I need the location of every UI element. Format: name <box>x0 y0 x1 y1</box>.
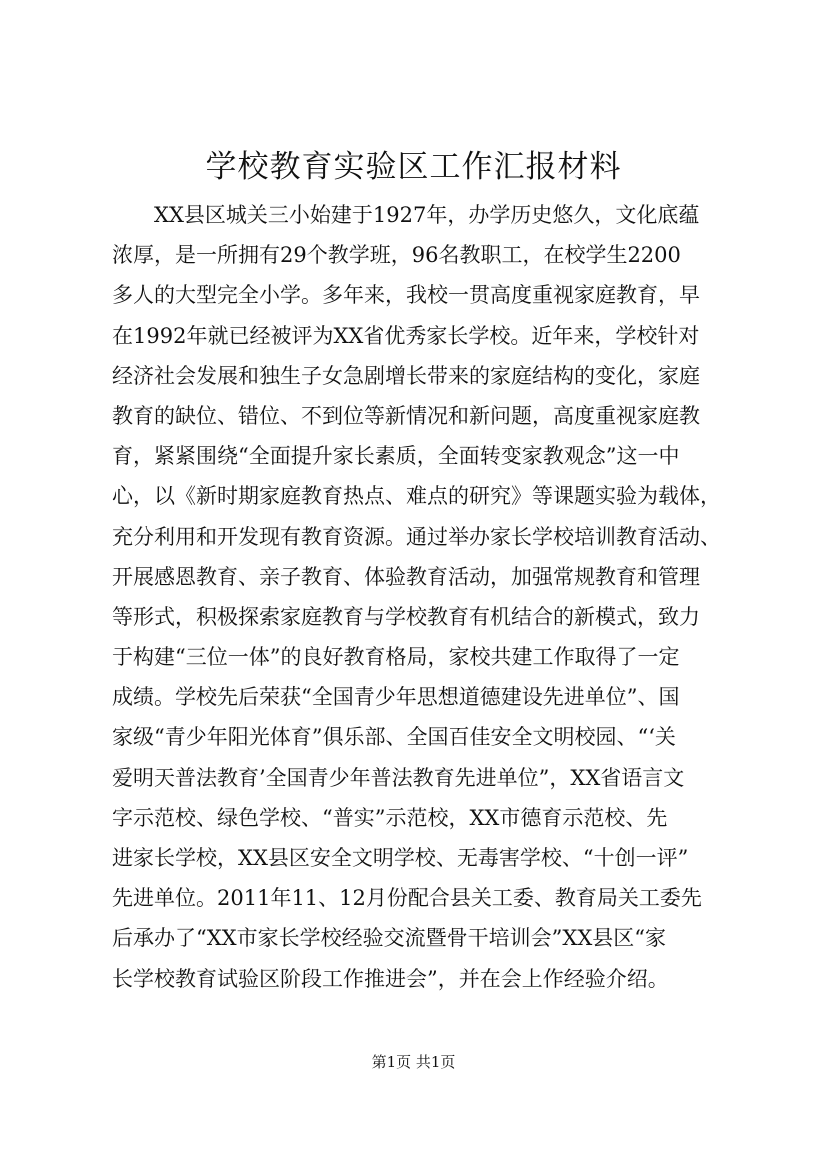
body-line: 教育的缺位、错位、不到位等新情况和新问题，高度重视家庭教 <box>112 403 700 428</box>
body-line: 先进单位。2011年11、12月份配合县关工委、教育局关工委先 <box>112 886 702 911</box>
body-line: 成绩。学校先后荣获“全国青少年思想道德建设先进单位”、国 <box>112 685 680 710</box>
document-body <box>112 195 724 999</box>
body-line: 充分利用和开发现有教育资源。通过举办家长学校培训教育活动、 <box>112 524 721 549</box>
body-line: 多人的大型完全小学。多年来，我校一贯高度重视家庭教育，早 <box>112 283 700 308</box>
document-title: 学校教育实验区工作汇报材料 <box>205 149 622 185</box>
body-line: 字示范校、绿色学校、“普实”示范校，XX市德育示范校、先 <box>112 805 668 830</box>
body-line: 浓厚，是一所拥有29个教学班，96名教职工，在校学生2200 <box>112 243 681 268</box>
body-line: XX县区城关三小始建于1927年，办学历史悠久，文化底蕴 <box>154 203 700 227</box>
body-line: 家级“青少年阳光体育”俱乐部、全国百佳安全文明校园、“‘关 <box>112 725 676 750</box>
body-line: 后承办了“XX市家长学校经验交流暨骨干培训会”XX县区“家 <box>112 926 667 951</box>
body-line: 心，以《新时期家庭教育热点、难点的研究》等课题实验为载体， <box>112 484 721 509</box>
body-line: 等形式，积极探索家庭教育与学校教育有机结合的新模式，致力 <box>112 604 700 629</box>
body-line: 开展感恩教育、亲子教育、体验教育活动，加强常规教育和管理 <box>112 564 700 589</box>
body-line: 经济社会发展和独生子女急剧增长带来的家庭结构的变化，家庭 <box>112 363 700 388</box>
body-line: 长学校教育试验区阶段工作推进会”，并在会上作经验介绍。 <box>112 966 669 991</box>
body-line: 育，紧紧围绕“全面提升家长素质，全面转变家教观念”这一中 <box>112 444 680 469</box>
body-line: 进家长学校，XX县区安全文明学校、无毒害学校、“十创一评” <box>112 846 689 870</box>
body-line: 在1992年就已经被评为XX省优秀家长学校。近年来，学校针对 <box>112 323 700 348</box>
page-footer: 第1页 共1页 <box>371 1053 456 1071</box>
body-line: 于构建“三位一体”的良好教育格局，家校共建工作取得了一定 <box>112 645 680 670</box>
body-line: 爱明天普法教育’全国青少年普法教育先进单位”，XX省语言文 <box>112 765 685 790</box>
